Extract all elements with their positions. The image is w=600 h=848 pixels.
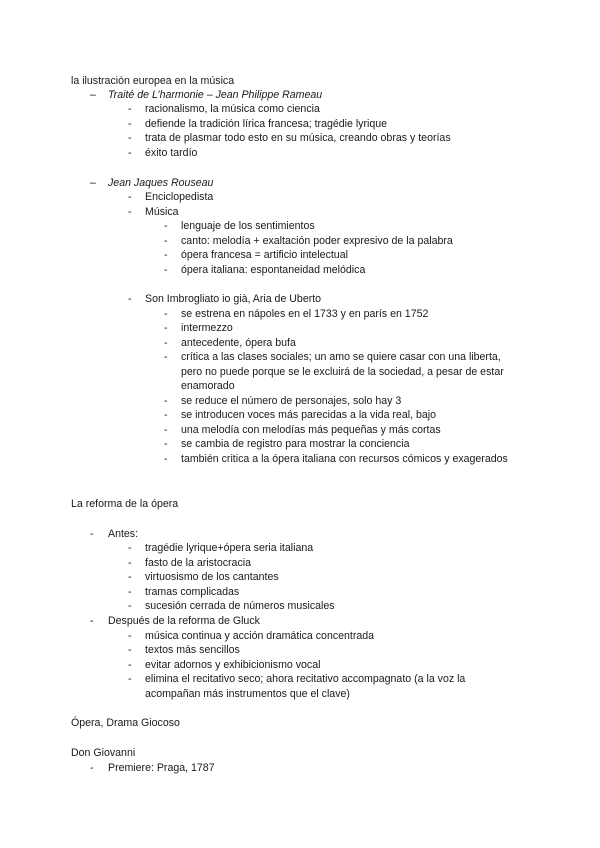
list-item: evitar adornos y exhibicionismo vocal bbox=[145, 659, 321, 671]
bullet-dash: - bbox=[128, 673, 132, 685]
list-item: Premiere: Praga, 1787 bbox=[108, 762, 215, 774]
list-item: fasto de la aristocracia bbox=[145, 557, 251, 569]
bullet-dash: - bbox=[128, 206, 132, 218]
bullet-dash: - bbox=[164, 220, 168, 232]
bullet-dash: - bbox=[164, 249, 168, 261]
section-title-giocoso: Ópera, Drama Giocoso bbox=[71, 717, 180, 729]
bullet-dash: - bbox=[164, 264, 168, 276]
list-item: crítica a las clases sociales; un amo se quiere casar con una liberta, bbox=[181, 351, 501, 363]
list-item: también critica a la ópera italiana con recursos cómicos y exagerados bbox=[181, 453, 508, 465]
list-item: canto: melodía + exaltación poder expresivo de la palabra bbox=[181, 235, 453, 247]
list-item: música continua y acción dramática concentrada bbox=[145, 630, 375, 642]
bullet-dash: - bbox=[90, 615, 94, 627]
bullet-dash: - bbox=[164, 424, 168, 436]
bullet-dash: - bbox=[90, 762, 94, 774]
bullet-dash: – bbox=[90, 89, 96, 101]
list-item: antecedente, ópera bufa bbox=[181, 337, 296, 349]
list-item: se reduce el número de personajes, solo hay 3 bbox=[181, 395, 402, 407]
bullet-dash: - bbox=[164, 453, 168, 465]
list-item: tragédie lyrique+ópera seria italiana bbox=[145, 542, 314, 554]
bullet-dash: - bbox=[128, 293, 132, 305]
section-title-reforma: La reforma de la ópera bbox=[71, 498, 179, 510]
list-item: trata de plasmar todo esto en su música, creando obras y teorías bbox=[145, 132, 451, 144]
list-item: Antes: bbox=[108, 528, 139, 540]
list-item: racionalismo, la música como ciencia bbox=[145, 103, 320, 115]
bullet-dash: - bbox=[164, 235, 168, 247]
list-item: Música bbox=[145, 206, 179, 218]
bullet-dash: - bbox=[128, 132, 132, 144]
bullet-dash: - bbox=[164, 409, 168, 421]
rameau-heading: Traité de L’harmonie – Jean Philippe Rameau bbox=[108, 89, 323, 101]
bullet-dash: - bbox=[164, 351, 168, 363]
list-item: virtuosismo de los cantantes bbox=[145, 571, 279, 583]
list-item: lenguaje de los sentimientos bbox=[181, 220, 315, 232]
list-item-continuation: acompañan más instrumentos que el clave) bbox=[145, 688, 350, 700]
bullet-dash: - bbox=[90, 528, 94, 540]
bullet-dash: - bbox=[164, 438, 168, 450]
list-item: defiende la tradición lírica francesa; tragédie lyrique bbox=[145, 118, 388, 130]
list-item: Son Imbrogliato io già, Aria de Uberto bbox=[145, 293, 322, 305]
bullet-dash: - bbox=[128, 600, 132, 612]
list-item: se estrena en nápoles en el 1733 y en parís en 1752 bbox=[181, 308, 429, 320]
list-item-continuation: enamorado bbox=[181, 380, 235, 392]
bullet-dash: - bbox=[128, 571, 132, 583]
list-item: ópera italiana: espontaneidad melódica bbox=[181, 264, 366, 276]
list-item: éxito tardío bbox=[145, 147, 198, 159]
bullet-dash: - bbox=[128, 147, 132, 159]
bullet-dash: - bbox=[128, 586, 132, 598]
bullet-dash: - bbox=[128, 557, 132, 569]
section-title-don-giovanni: Don Giovanni bbox=[71, 747, 136, 759]
bullet-dash: - bbox=[128, 191, 132, 203]
rousseau-heading: Jean Jaques Rouseau bbox=[108, 177, 214, 189]
list-item: sucesión cerrada de números musicales bbox=[145, 600, 335, 612]
bullet-dash: - bbox=[128, 103, 132, 115]
bullet-dash: - bbox=[164, 337, 168, 349]
bullet-dash: - bbox=[164, 395, 168, 407]
list-item: elimina el recitativo seco; ahora recitativo accompagnato (a la voz la bbox=[145, 673, 466, 685]
list-item: una melodía con melodías más pequeñas y más cortas bbox=[181, 424, 441, 436]
bullet-dash: - bbox=[164, 308, 168, 320]
document-title: la ilustración europea en la música bbox=[71, 75, 235, 87]
list-item: intermezzo bbox=[181, 322, 233, 334]
bullet-dash: - bbox=[164, 322, 168, 334]
list-item: Después de la reforma de Gluck bbox=[108, 615, 260, 627]
list-item: Enciclopedista bbox=[145, 191, 214, 203]
list-item: se cambia de registro para mostrar la conciencia bbox=[181, 438, 410, 450]
bullet-dash: - bbox=[128, 659, 132, 671]
list-item: textos más sencillos bbox=[145, 644, 240, 656]
bullet-dash: – bbox=[90, 177, 96, 189]
bullet-dash: - bbox=[128, 644, 132, 656]
list-item: se introducen voces más parecidas a la vida real, bajo bbox=[181, 409, 436, 421]
bullet-dash: - bbox=[128, 118, 132, 130]
list-item: ópera francesa = artificio intelectual bbox=[181, 249, 348, 261]
list-item-continuation: pero no puede porque se le excluirá de la sociedad, a pesar de estar bbox=[181, 366, 504, 378]
list-item: tramas complicadas bbox=[145, 586, 240, 598]
bullet-dash: - bbox=[128, 630, 132, 642]
bullet-dash: - bbox=[128, 542, 132, 554]
